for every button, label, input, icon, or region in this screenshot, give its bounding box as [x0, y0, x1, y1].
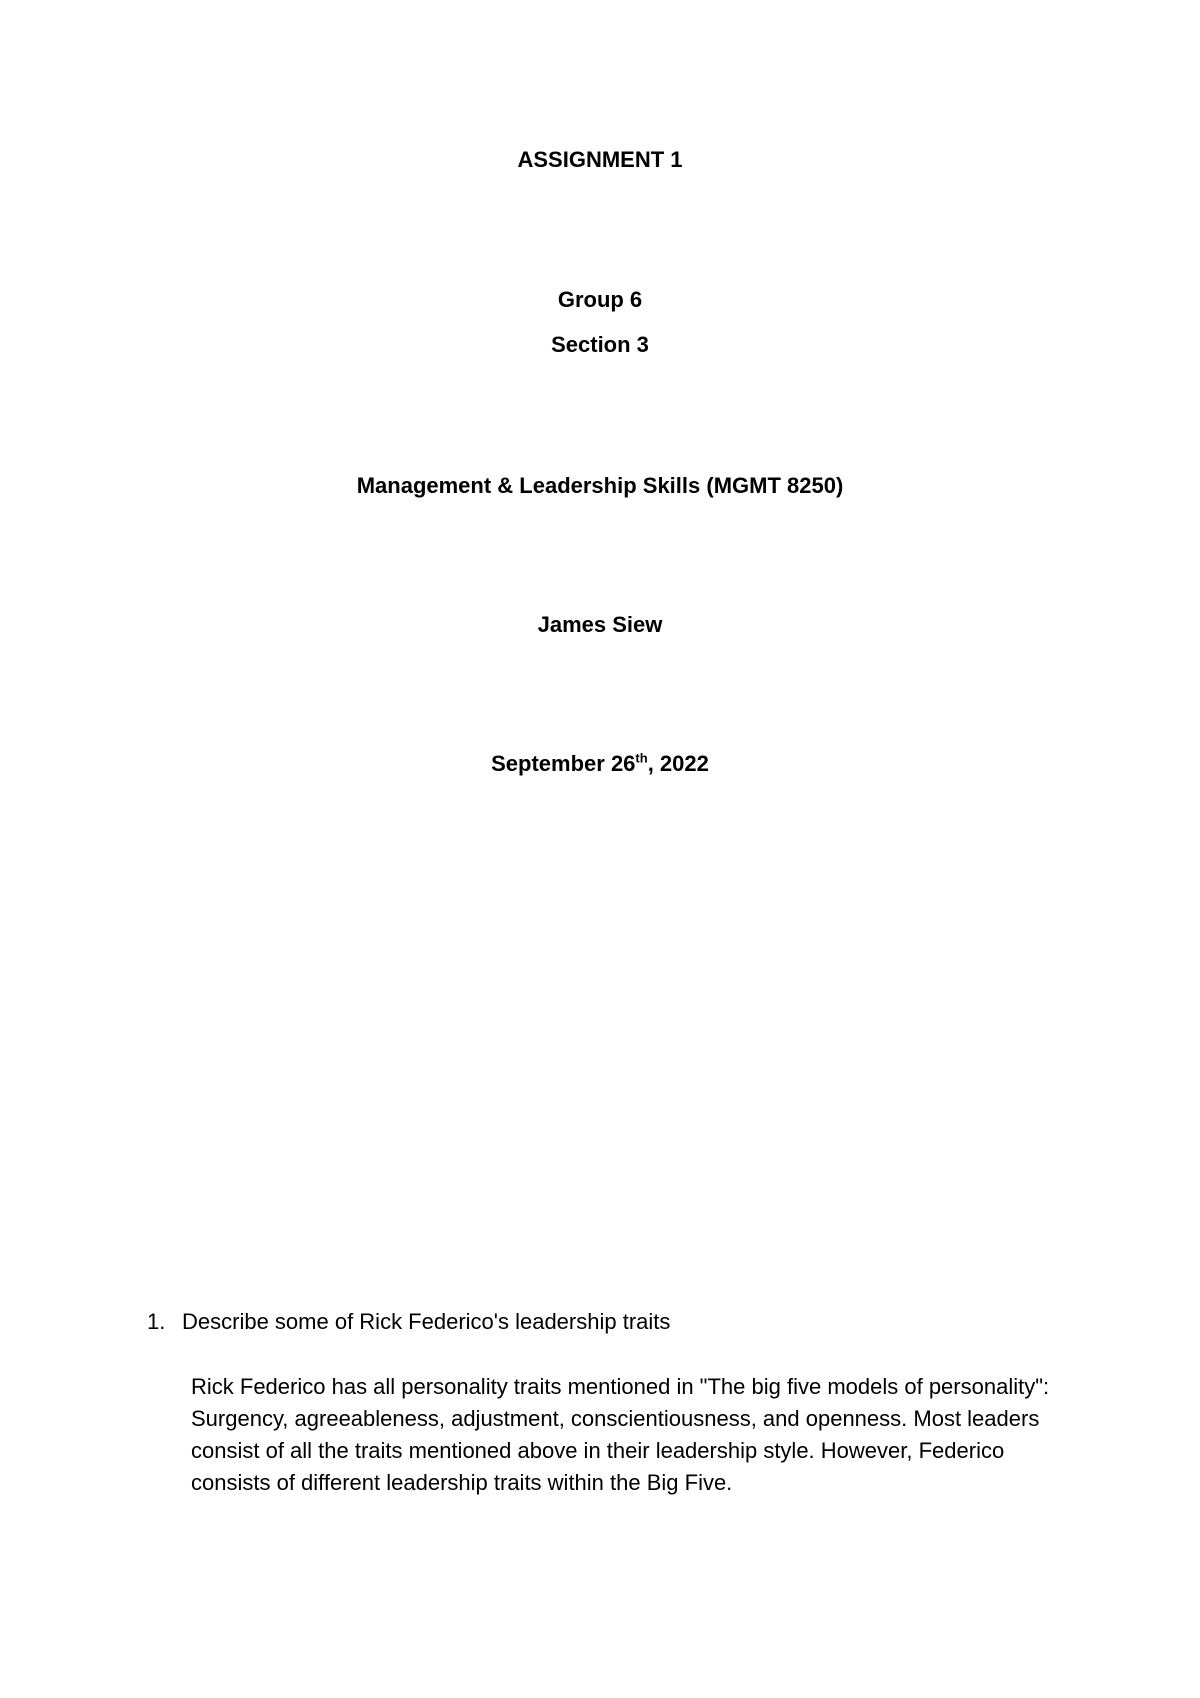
section-label: Section 3 [551, 332, 649, 357]
date-prefix: September 26 [491, 751, 636, 776]
date-ordinal-suffix: th [635, 750, 648, 766]
question-text: Describe some of Rick Federico's leadership traits [182, 1309, 671, 1334]
assignment-title: ASSIGNMENT 1 [517, 147, 683, 172]
author-name: James Siew [537, 612, 663, 637]
answer-paragraph: Rick Federico has all personality traits mentioned in "The big five models of personality": Surgency, agreeableness, adjustment, conscientiousness, and openness. Most leaders consist of all the traits mentioned above in their leadership style. However, Federico consists of different leadership traits within the Big Five. [191, 1374, 1050, 1495]
course-title: Management & Leadership Skills (MGMT 8250) [356, 473, 844, 498]
question-number: 1. [147, 1309, 166, 1334]
submission-date [0, 750, 1200, 778]
question-1 [147, 1308, 1067, 1336]
group-label: Group 6 [557, 287, 643, 312]
date-year: , 2022 [647, 751, 709, 776]
